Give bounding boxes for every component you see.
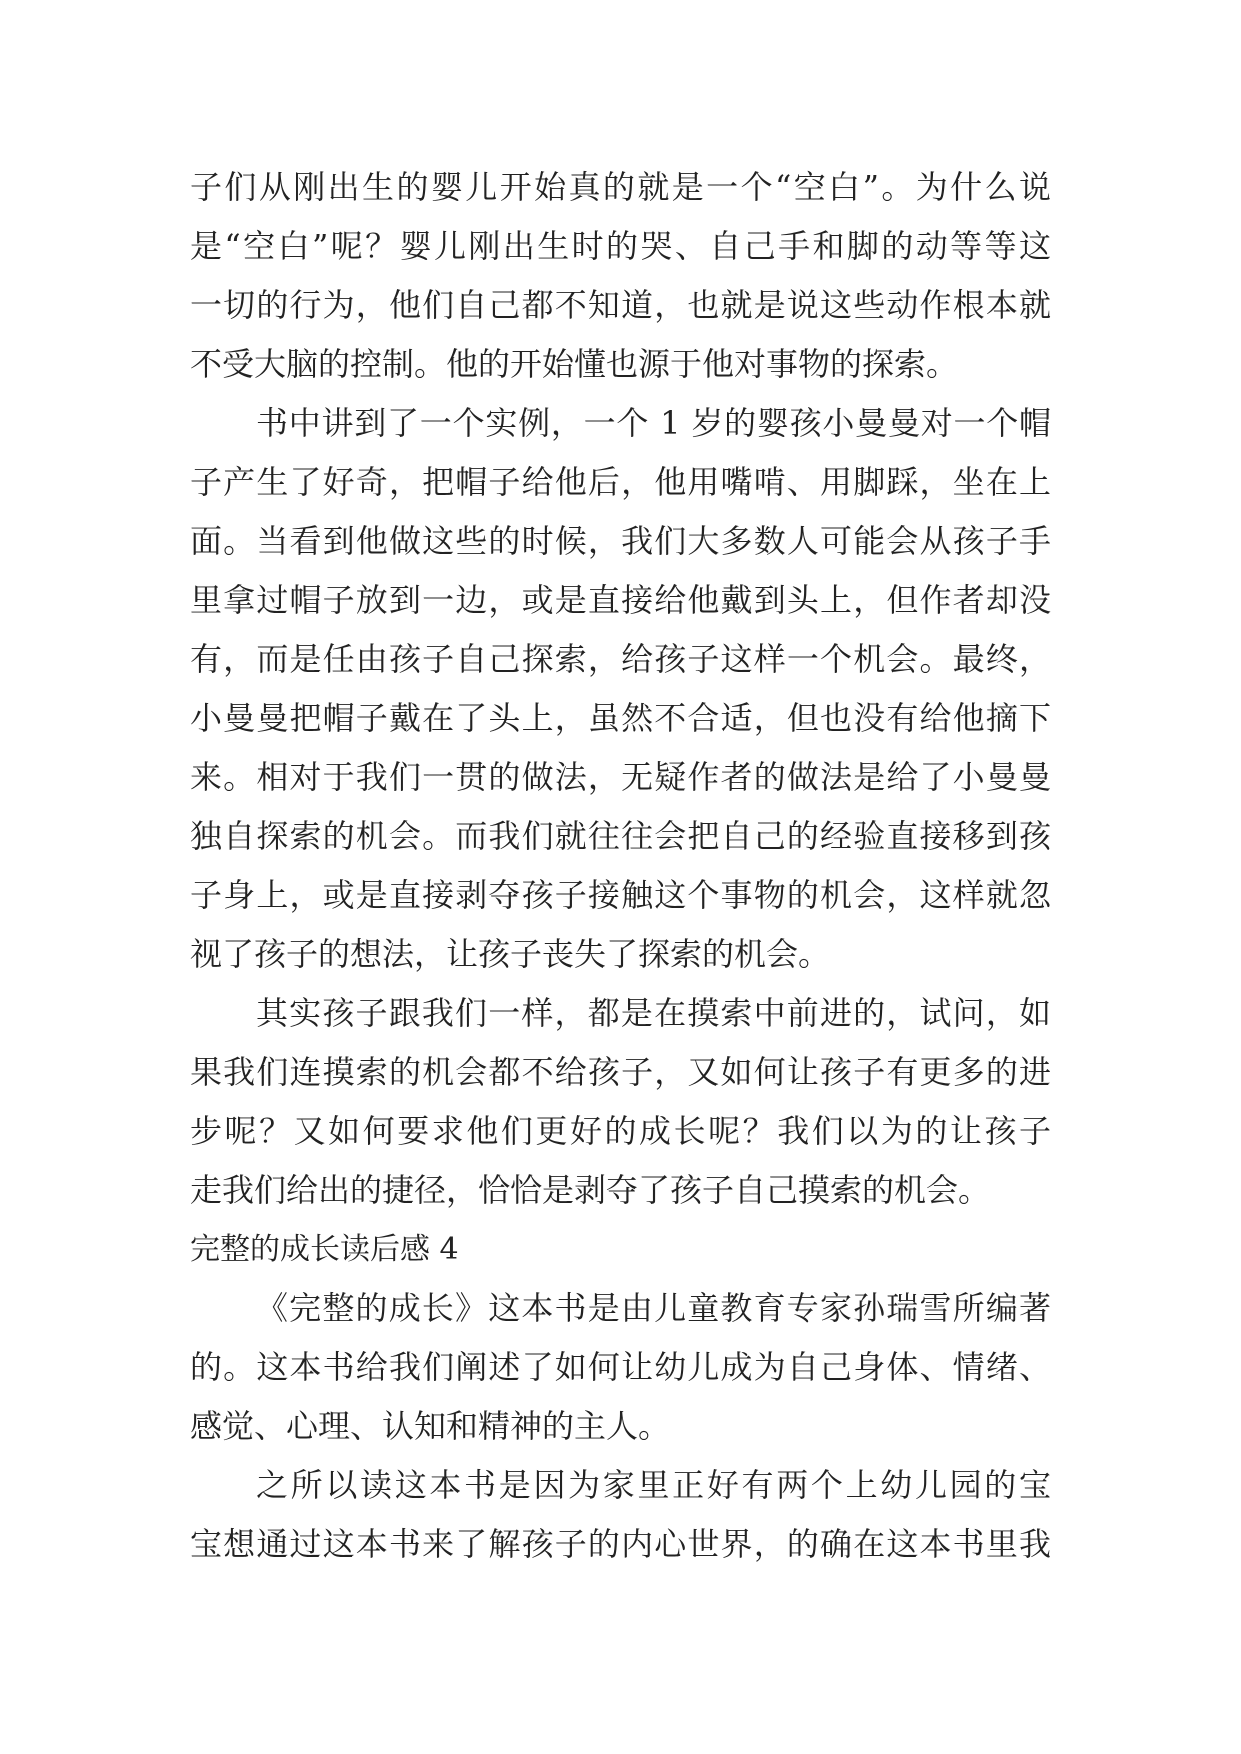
text-line: 步呢？又如何要求他们更好的成长呢？我们以为的让孩子 [190,1112,1051,1150]
text-line: 果我们连摸索的机会都不给孩子，又如何让孩子有更多的进 [190,1053,1051,1091]
text-line: 不受大脑的控制。他的开始懂也源于他对事物的探索。 [190,345,959,383]
section-heading: 完整的成长读后感 4 [190,1232,459,1267]
text-line: 走我们给出的捷径，恰恰是剥夺了孩子自己摸索的机会。 [190,1171,991,1209]
text-line: 其实孩子跟我们一样，都是在摸索中前进的，试问，如 [256,994,1051,1032]
text-line: 面。当看到他做这些的时候，我们大多数人可能会从孩子手 [190,522,1051,560]
text-line: 独自探索的机会。而我们就往往会把自己的经验直接移到孩 [190,817,1051,855]
text-line: 来。相对于我们一贯的做法，无疑作者的做法是给了小曼曼 [190,758,1051,796]
text-line: 之所以读这本书是因为家里正好有两个上幼儿园的宝 [256,1466,1051,1504]
text-line: 的。这本书给我们阐述了如何让幼儿成为自己身体、情绪、 [190,1348,1051,1386]
paragraph-2 [190,394,1051,984]
text-line: 子们从刚出生的婴儿开始真的就是一个“空白”。为什么说 [190,168,1051,206]
text-line: 感觉、心理、认知和精神的主人。 [190,1407,671,1445]
text-line: 小曼曼把帽子戴在了头上，虽然不合适，但也没有给他摘下 [190,699,1051,737]
text-line: 视了孩子的想法，让孩子丧失了探索的机会。 [190,935,831,973]
paragraph-3 [190,984,1051,1220]
text-line: 书中讲到了一个实例，一个 1 岁的婴孩小曼曼对一个帽 [256,404,1051,442]
text-line: 子产生了好奇，把帽子给他后，他用嘴啃、用脚踩，坐在上 [190,463,1051,501]
text-line: 一切的行为，他们自己都不知道，也就是说这些动作根本就 [190,286,1051,324]
text-line: 《完整的成长》这本书是由儿童教育专家孙瑞雪所编著 [256,1289,1051,1327]
paragraph-5 [190,1456,1051,1574]
paragraph-1 [190,158,1051,394]
text-line: 有，而是任由孩子自己探索，给孩子这样一个机会。最终， [190,640,1051,678]
paragraph-4 [190,1279,1051,1456]
text-line: 是“空白”呢？婴儿刚出生时的哭、自己手和脚的动等等这 [190,227,1051,265]
text-line: 宝想通过这本书来了解孩子的内心世界，的确在这本书里我 [190,1525,1051,1563]
document-body [190,158,1051,1574]
text-line: 里拿过帽子放到一边，或是直接给他戴到头上，但作者却没 [190,581,1051,619]
text-line: 子身上，或是直接剥夺孩子接触这个事物的机会，这样就忽 [190,876,1051,914]
